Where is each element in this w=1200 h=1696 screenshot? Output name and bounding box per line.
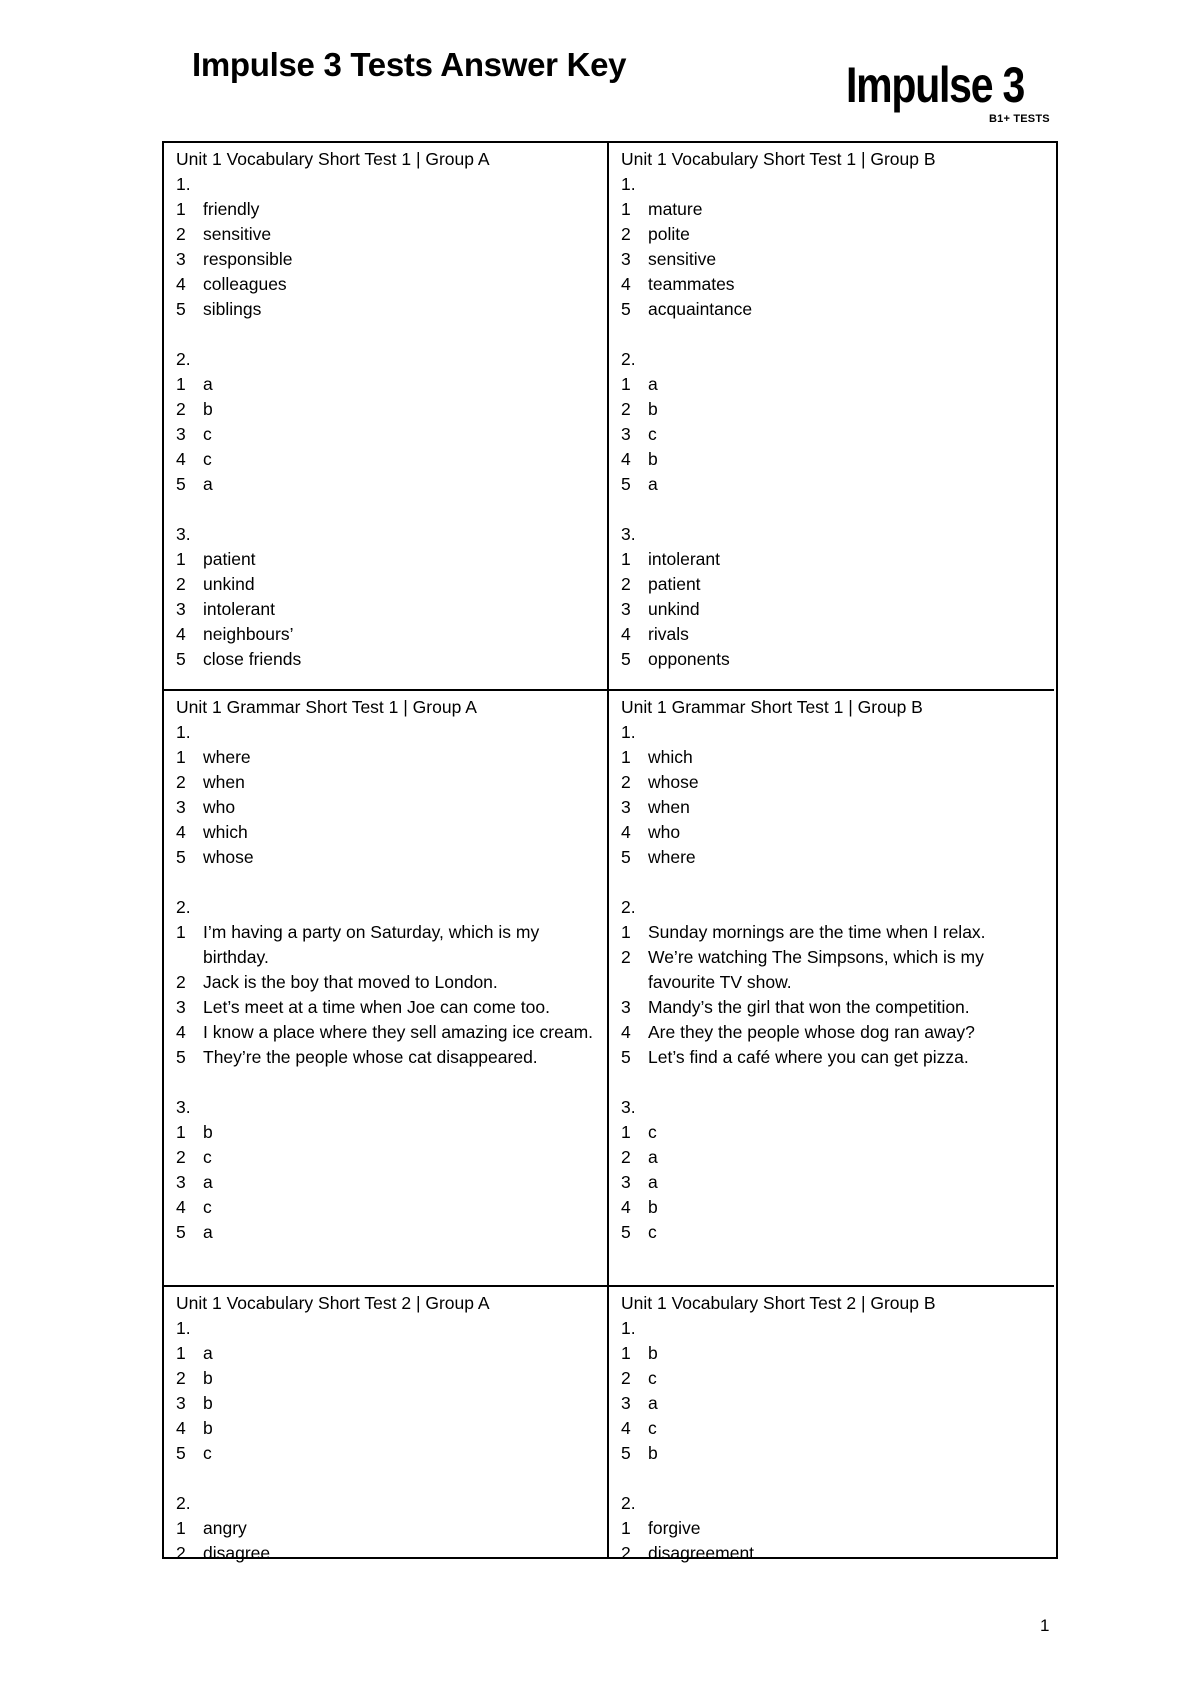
answer-item [176,572,597,597]
answer-text: a [203,374,213,394]
answer-number: 1 [621,199,631,219]
answer-text: unkind [203,574,255,594]
answer-text: polite [648,224,690,244]
answer-item [176,622,597,647]
answer-item [621,995,1044,1020]
answer-item [176,770,597,795]
answer-item [621,397,1044,422]
answer-item [176,970,597,995]
answer-number: 1 [176,1518,186,1538]
section-title: Unit 1 Vocabulary Short Test 2 | Group B [621,1293,936,1313]
exercise-label: 2. [176,897,191,917]
answer-item [176,1516,597,1541]
answer-number: 3 [621,424,631,444]
answer-item [176,222,597,247]
answer-text: b [203,1368,213,1388]
exercise-label: 2. [176,349,191,369]
answer-item [621,247,1044,272]
answer-text: b [203,1122,213,1142]
answer-text: b [648,449,658,469]
answer-number: 3 [176,249,186,269]
answer-item [621,1441,1044,1466]
answer-item [621,1045,1044,1070]
answer-item [621,1195,1044,1220]
answer-text: a [648,1172,658,1192]
answer-item [176,272,597,297]
answer-text: Are they the people whose dog ran away? [648,1022,975,1042]
answer-text: teammates [648,274,735,294]
answer-number: 4 [621,624,631,644]
answer-number: 5 [176,474,186,494]
answer-number: 3 [621,1172,631,1192]
answer-number: 5 [176,299,186,319]
answer-text: a [648,474,658,494]
answer-number: 1 [621,549,631,569]
answer-number: 1 [621,1122,631,1142]
answer-item [176,1541,597,1566]
answer-number: 2 [176,574,186,594]
answer-item [176,297,597,322]
answer-item [621,745,1044,770]
logo-main-text: Impulse 3 [846,57,1025,113]
answer-item [176,820,597,845]
answer-text: a [203,1222,213,1242]
answer-item [621,820,1044,845]
exercise [621,522,1044,672]
answer-text: who [203,797,236,817]
answer-number: 5 [621,1047,631,1067]
answer-text: patient [648,574,701,594]
answer-item [621,197,1044,222]
answer-item [621,472,1044,497]
answer-text: when [203,772,245,792]
answer-item [621,422,1044,447]
answer-number: 2 [621,399,631,419]
answer-number: 1 [176,747,186,767]
answer-number: 3 [176,997,186,1017]
answer-number: 3 [621,599,631,619]
answer-number: 2 [176,972,186,992]
answer-item [176,647,597,672]
answer-text: Sunday mornings are the time when I relax. [648,922,986,942]
answer-item [176,247,597,272]
exercise [621,1095,1044,1245]
answer-text: opponents [648,649,730,669]
answer-number: 1 [176,199,186,219]
answer-number: 3 [621,249,631,269]
answer-number: 1 [621,1343,631,1363]
answer-text: disagreement [648,1543,755,1563]
answer-text: c [203,424,212,444]
answer-number: 3 [176,797,186,817]
answer-number: 3 [176,1172,186,1192]
section-title: Unit 1 Vocabulary Short Test 1 | Group B [621,149,936,169]
answer-text: sensitive [648,249,717,269]
answer-text: I’m having a party on Saturday, which is my birthday. [203,922,540,967]
section-title: Unit 1 Grammar Short Test 1 | Group A [176,697,477,717]
impulse-logo [846,57,1050,125]
answer-number: 1 [621,747,631,767]
answer-text: They’re the people whose cat disappeared. [203,1047,538,1067]
exercise [176,1095,597,1245]
answer-item [176,1341,597,1366]
answer-text: neighbours’ [203,624,294,644]
answer-number: 1 [176,922,186,942]
answer-item [621,1516,1044,1541]
answer-text: friendly [203,199,260,219]
answer-cell [164,1285,609,1563]
answer-text: Jack is the boy that moved to London. [203,972,498,992]
answer-text: I know a place where they sell amazing ice cream. [203,1022,594,1042]
answer-text: We’re watching The Simpsons, which is my favourite TV show. [648,947,984,992]
answer-text: a [648,374,658,394]
answer-number: 4 [621,1022,631,1042]
exercise-label: 3. [621,1097,636,1117]
answer-item [176,1170,597,1195]
answer-number: 3 [621,797,631,817]
answer-number: 4 [176,449,186,469]
answer-text: unkind [648,599,700,619]
answer-number: 4 [176,1022,186,1042]
answer-text: b [203,1418,213,1438]
answer-item [621,297,1044,322]
answer-item [621,597,1044,622]
exercise [621,1491,1044,1566]
answer-item [621,1341,1044,1366]
answer-number: 2 [176,1147,186,1167]
document-title: Impulse 3 Tests Answer Key [192,46,627,83]
exercise-label: 2. [621,349,636,369]
answer-item [176,1366,597,1391]
answer-text: when [648,797,690,817]
answer-number: 4 [176,624,186,644]
answer-number: 3 [621,1393,631,1413]
answer-text: b [648,1343,658,1363]
answer-text: b [648,1443,658,1463]
answer-text: a [648,1147,658,1167]
answer-number: 4 [176,1418,186,1438]
answer-item [176,422,597,447]
answer-item [621,1120,1044,1145]
answer-item [176,795,597,820]
section-title: Unit 1 Vocabulary Short Test 1 | Group A [176,149,490,169]
answer-number: 1 [621,1518,631,1538]
exercise [176,1491,597,1566]
answer-number: 3 [621,997,631,1017]
exercise-label: 1. [176,1318,191,1338]
answer-cell [164,689,609,1285]
answer-item [176,1391,597,1416]
exercise [176,172,597,322]
answer-item [176,597,597,622]
answer-number: 4 [621,1418,631,1438]
exercise [621,1316,1044,1466]
answer-item [176,197,597,222]
answer-number: 5 [621,847,631,867]
answer-number: 3 [176,599,186,619]
answer-text: c [203,449,212,469]
answer-number: 4 [621,1197,631,1217]
page-number: 1 [1040,1616,1050,1635]
exercise [176,347,597,497]
answer-cell [164,143,609,689]
answer-item [621,1366,1044,1391]
answer-text: c [648,1418,657,1438]
answer-item [621,272,1044,297]
exercise [176,720,597,870]
answer-item [621,1391,1044,1416]
answer-text: where [203,747,251,767]
answer-text: b [203,399,213,419]
answer-text: who [648,822,681,842]
answer-number: 2 [621,947,631,967]
answer-text: angry [203,1518,247,1538]
answer-number: 4 [621,449,631,469]
answer-text: c [648,1222,657,1242]
answer-item [176,372,597,397]
answer-number: 4 [621,274,631,294]
answer-number: 2 [621,1147,631,1167]
answer-text: Let’s find a café where you can get pizza. [648,1047,969,1067]
answer-text: mature [648,199,703,219]
answer-number: 1 [621,922,631,942]
answer-text: which [203,822,248,842]
answer-item [621,1541,1044,1566]
answer-item [176,1120,597,1145]
answer-item [621,920,1044,945]
answer-item [621,1145,1044,1170]
answer-text: c [648,1368,657,1388]
answer-text: a [203,1343,213,1363]
answer-text: intolerant [648,549,720,569]
answer-item [621,1416,1044,1441]
answer-item [621,845,1044,870]
answer-text: c [203,1443,212,1463]
exercise [621,895,1044,1070]
answer-number: 1 [176,549,186,569]
answer-text: Let’s meet at a time when Joe can come too. [203,997,550,1017]
answer-number: 2 [621,574,631,594]
answer-number: 1 [176,374,186,394]
answer-number: 5 [176,1443,186,1463]
answer-number: 3 [176,1393,186,1413]
exercise [176,1316,597,1466]
answer-number: 4 [621,822,631,842]
answer-text: c [648,1122,657,1142]
answer-number: 5 [176,649,186,669]
exercise-label: 3. [621,524,636,544]
answer-item [621,1170,1044,1195]
answer-number: 5 [176,1047,186,1067]
section-title: Unit 1 Vocabulary Short Test 2 | Group A [176,1293,490,1313]
answer-item [621,222,1044,247]
answer-text: acquaintance [648,299,753,319]
exercise-label: 1. [621,722,636,742]
answer-number: 5 [621,649,631,669]
answer-number: 5 [621,1443,631,1463]
answer-item [621,945,1044,995]
answer-text: whose [203,847,254,867]
answer-number: 2 [621,1368,631,1388]
answer-item [176,1045,597,1070]
exercise [621,172,1044,322]
answer-item [621,1020,1044,1045]
answer-cell [609,143,1054,689]
answer-number: 2 [176,399,186,419]
exercise-label: 3. [176,1097,191,1117]
answer-number: 4 [176,274,186,294]
exercise-label: 1. [176,722,191,742]
answer-text: intolerant [203,599,275,619]
exercise-label: 3. [176,524,191,544]
answer-text: where [648,847,696,867]
answer-number: 1 [176,1122,186,1142]
answer-text: disagree [203,1543,271,1563]
answer-item [621,770,1044,795]
answer-number: 5 [621,299,631,319]
answer-number: 3 [176,424,186,444]
answer-item [621,795,1044,820]
answer-text: rivals [648,624,689,644]
answer-text: forgive [648,1518,701,1538]
answer-number: 2 [621,772,631,792]
answer-item [176,745,597,770]
answer-key-table [162,141,1058,1563]
answer-text: close friends [203,649,302,669]
answer-item [621,647,1044,672]
answer-text: b [203,1393,213,1413]
answer-number: 2 [621,1543,631,1563]
exercise [621,720,1044,870]
exercise-label: 1. [176,174,191,194]
answer-text: which [648,747,693,767]
answer-text: sensitive [203,224,272,244]
exercise-label: 2. [621,1493,636,1513]
answer-number: 5 [621,474,631,494]
answer-text: a [648,1393,658,1413]
answer-item [176,1441,597,1466]
answer-number: 2 [176,772,186,792]
answer-text: colleagues [203,274,287,294]
answer-item [621,572,1044,597]
answer-item [176,547,597,572]
answer-cell [609,689,1054,1285]
answer-number: 2 [176,1368,186,1388]
exercise [176,522,597,672]
answer-text: responsible [203,249,293,269]
exercise-label: 2. [621,897,636,917]
answer-cell [609,1285,1054,1563]
answer-number: 5 [621,1222,631,1242]
answer-item [176,995,597,1020]
answer-item [621,622,1044,647]
answer-number: 2 [176,1543,186,1563]
answer-item [176,845,597,870]
answer-text: c [203,1197,212,1217]
exercise-label: 1. [621,1318,636,1338]
answer-number: 5 [176,1222,186,1242]
answer-item [176,1020,597,1045]
answer-number: 4 [176,1197,186,1217]
answer-number: 1 [176,1343,186,1363]
logo-sub-text: B1+ TESTS [989,113,1050,125]
exercise [176,895,597,1070]
answer-text: b [648,399,658,419]
answer-item [621,372,1044,397]
answer-item [176,920,597,970]
answer-text: b [648,1197,658,1217]
answer-text: a [203,1172,213,1192]
answer-number: 2 [621,224,631,244]
section-title: Unit 1 Grammar Short Test 1 | Group B [621,697,923,717]
exercise [621,347,1044,497]
answer-number: 5 [176,847,186,867]
answer-item [176,447,597,472]
answer-number: 2 [176,224,186,244]
answer-item [621,447,1044,472]
answer-text: c [203,1147,212,1167]
answer-text: patient [203,549,256,569]
answer-text: a [203,474,213,494]
answer-item [176,472,597,497]
answer-text: Mandy’s the girl that won the competition. [648,997,970,1017]
answer-item [176,1145,597,1170]
answer-item [621,1220,1044,1245]
answer-item [176,397,597,422]
exercise-label: 1. [621,174,636,194]
answer-number: 4 [176,822,186,842]
answer-item [176,1220,597,1245]
answer-item [176,1416,597,1441]
answer-item [176,1195,597,1220]
answer-item [621,547,1044,572]
answer-text: whose [648,772,699,792]
answer-text: c [648,424,657,444]
answer-text: siblings [203,299,262,319]
answer-number: 1 [621,374,631,394]
exercise-label: 2. [176,1493,191,1513]
